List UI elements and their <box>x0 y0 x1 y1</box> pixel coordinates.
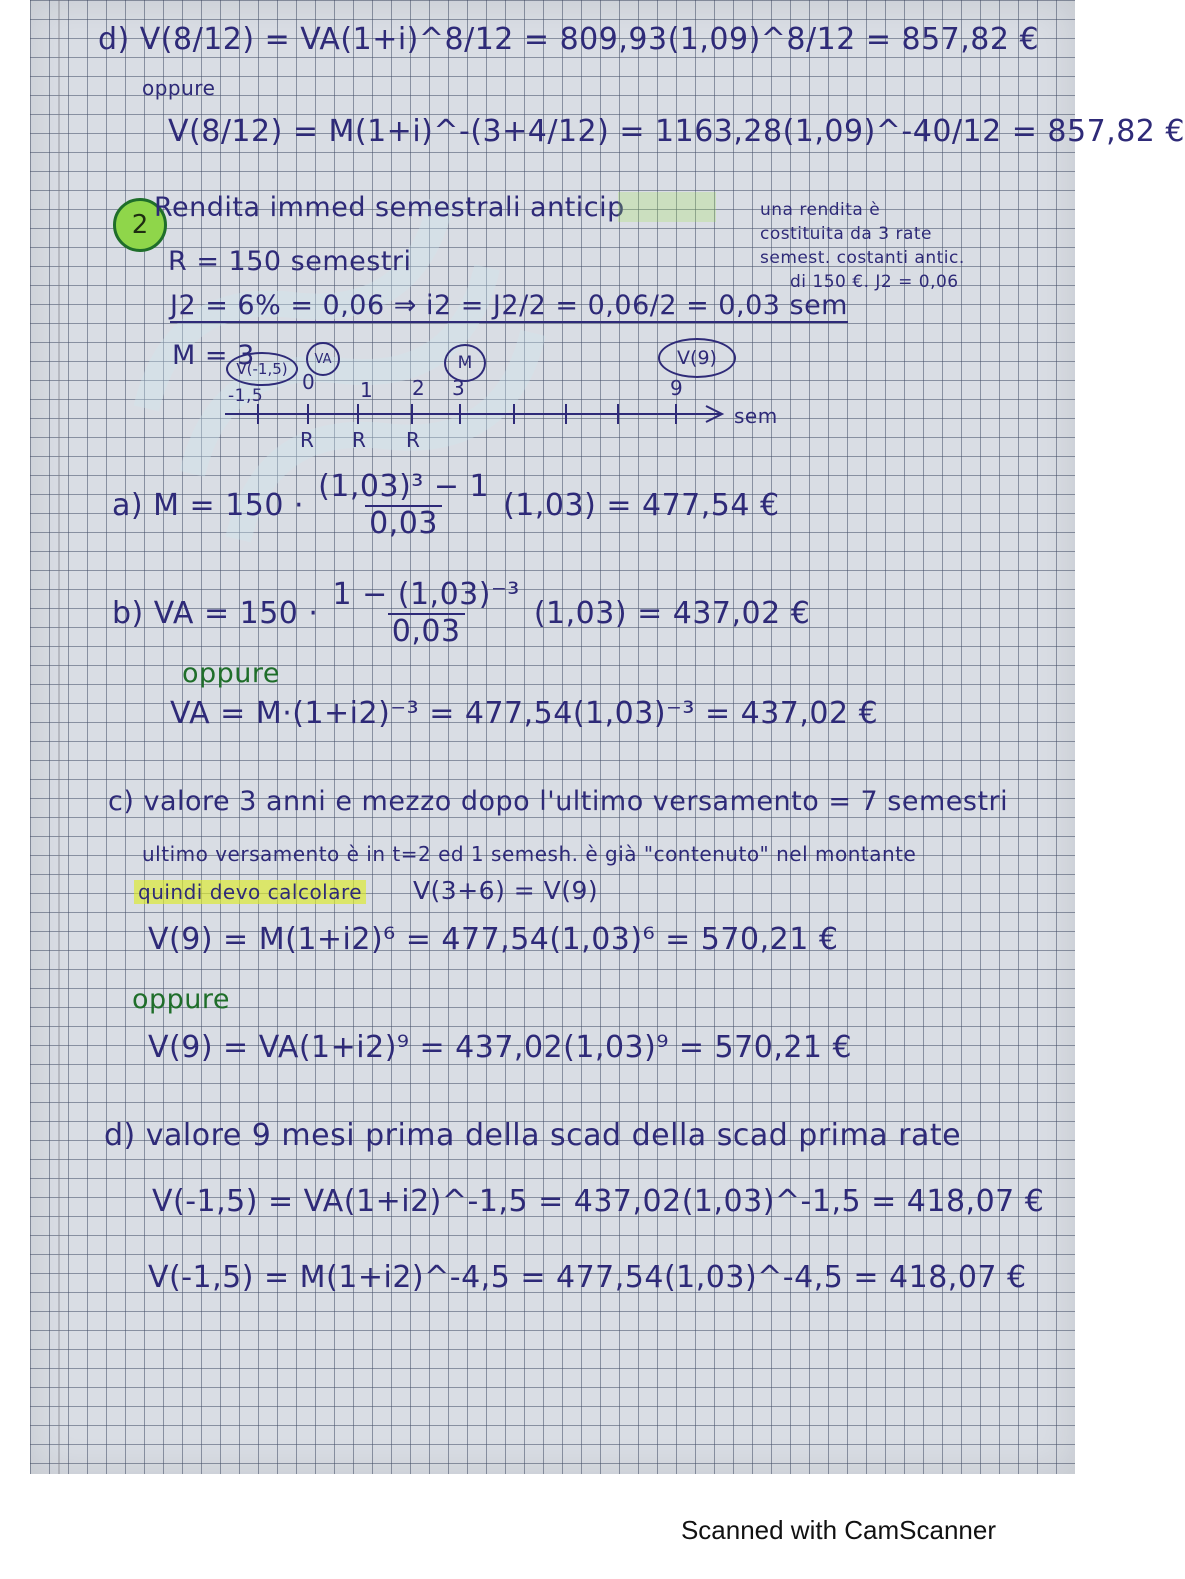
part-c-line2: ultimo versamento è in t=2 ed 1 semesh. è già "contenuto" nel montante <box>142 842 917 866</box>
payment-r-1: R <box>300 428 315 452</box>
part-a-den: 0,03 <box>365 505 442 542</box>
side-note-line-2: costituita da 3 rate <box>760 224 933 244</box>
part-a-formula <box>112 470 780 541</box>
part-d-line2: V(-1,5) = VA(1+i2)^-1,5 = 437,02(1,03)^-1,5 = 418,07 € <box>152 1184 1045 1219</box>
exercise-number: 2 <box>131 210 149 240</box>
side-note-line-1: una rendita è <box>760 200 881 220</box>
timeline-unit: sem <box>734 404 778 428</box>
payment-r-3: R <box>406 428 421 452</box>
tick-label-0: 0 <box>302 370 316 394</box>
part-b-suffix: (1,03) = 437,02 € <box>533 596 811 631</box>
part-d-line1: d) valore 9 mesi prima della scad della scad prima rate <box>104 1118 962 1153</box>
part-b-num: 1 − (1,03)⁻³ <box>332 577 520 612</box>
part-c-line4: V(9) = M(1+i2)⁶ = 477,54(1,03)⁶ = 570,21 € <box>148 922 839 957</box>
prev-d-line2: V(8/12) = M(1+i)^-(3+4/12) = 1163,28(1,09)^-40/12 = 857,82 € <box>168 114 1185 149</box>
timeline-diagram <box>30 0 1075 470</box>
part-a-prefix: a) M = 150 · <box>112 488 305 523</box>
rate-line: R = 150 semestri <box>168 246 412 277</box>
exercise-title-text: Rendita immed semestrali anticip <box>154 192 625 223</box>
circle-v9 <box>658 338 736 378</box>
j-line: J2 = 6% = 0,06 ⇒ i2 = J2/2 = 0,06/2 = 0,03 sem <box>170 290 848 321</box>
prev-d-line1: d) V(8/12) = VA(1+i)^8/12 = 809,93(1,09)^8/12 = 857,82 € <box>98 22 1040 57</box>
payment-r-2: R <box>352 428 367 452</box>
part-c-line1: c) valore 3 anni e mezzo dopo l'ultimo versamento = 7 semestri <box>108 786 1009 817</box>
tick-label-1: 1 <box>360 378 374 402</box>
part-b-prefix: b) VA = 150 · <box>112 596 319 631</box>
circle-v9-text: V(9) <box>677 347 717 369</box>
side-note-line-3: semest. costanti antic. <box>760 248 965 268</box>
part-c-highlight: quindi devo calcolare <box>134 880 366 904</box>
part-b-formula <box>112 578 810 649</box>
tick-label-3: 3 <box>452 376 466 400</box>
circle-v-neg-text: V(-1,5) <box>236 360 288 378</box>
part-d-line3: V(-1,5) = M(1+i2)^-4,5 = 477,54(1,03)^-4,5 = 418,07 € <box>148 1260 1027 1295</box>
tick-label-2: 2 <box>412 376 426 400</box>
part-c-line3-rest: V(3+6) = V(9) <box>412 876 599 905</box>
circle-m-text: M <box>457 353 473 373</box>
part-b-den: 0,03 <box>388 613 465 650</box>
part-b-fraction <box>328 578 523 649</box>
side-note-line-4: di 150 €. J2 = 0,06 <box>790 272 959 292</box>
prev-d-oppure: oppure <box>142 76 216 100</box>
camscanner-footer: Scanned with CamScanner <box>680 1515 996 1545</box>
part-b-alt: VA = M·(1+i2)⁻³ = 477,54(1,03)⁻³ = 437,02 € <box>170 696 879 731</box>
part-c-oppure: oppure <box>132 984 231 1015</box>
tick-label-9: 9 <box>670 376 684 400</box>
part-a-suffix: (1,03) = 477,54 € <box>503 488 780 523</box>
m-label: M = 3 <box>172 340 255 371</box>
part-c-line3 <box>134 876 598 905</box>
part-b-oppure: oppure <box>182 658 281 689</box>
circle-va-text: VA <box>314 351 332 367</box>
part-c-line5: V(9) = VA(1+i2)⁹ = 437,02(1,03)⁹ = 570,21 € <box>148 1030 853 1065</box>
tick-label-neg: -1,5 <box>228 386 264 406</box>
part-a-fraction <box>314 470 493 541</box>
part-a-num: (1,03)³ − 1 <box>318 469 490 504</box>
notebook-page <box>30 0 1185 1474</box>
circle-v-neg <box>226 352 298 386</box>
